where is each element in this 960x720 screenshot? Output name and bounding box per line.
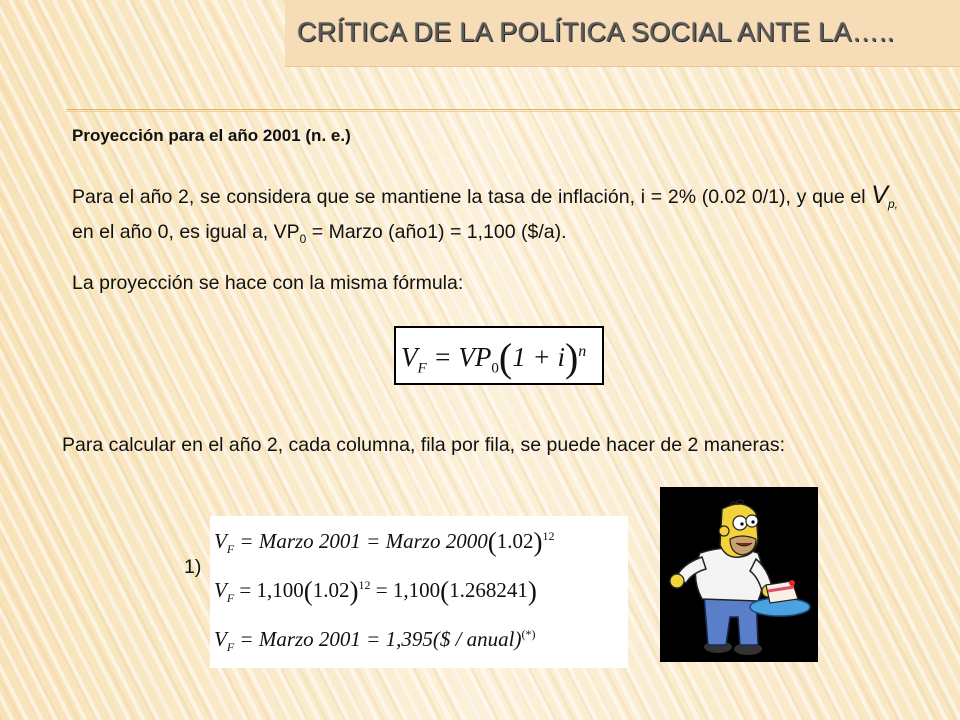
future-value-formula: $V_F = VP_0(1 + i)^n$ xyxy=(401,335,587,380)
formula-inner: 1 + i xyxy=(512,342,565,372)
eq3-text: = Marzo 2001 = 1,395($ / anual) xyxy=(234,627,522,652)
equation-1: $V_F$ = Marzo 2001 = Marzo $2000(1.02)^{12}$ xyxy=(214,527,555,557)
equation-2: $V_F = 1,100(1.02)^{12} = 1,100(1.268241)$ xyxy=(214,576,537,607)
equations-block xyxy=(210,516,628,668)
vp-symbol: V xyxy=(871,181,888,209)
para1-text-2: en el año 0, es igual a, VP xyxy=(72,220,300,243)
eq2-v: V xyxy=(214,578,227,603)
eq3-v: V xyxy=(214,627,227,652)
formula-eq: = VP xyxy=(426,342,492,372)
formula-exponent: n xyxy=(578,343,587,360)
page-title: CRÍTICA DE LA POLÍTICA SOCIAL ANTE LA….. xyxy=(297,17,895,47)
para1-text-3: = Marzo (año1) = 1,100 ($/a). xyxy=(306,220,567,243)
eq2-base: 1.02 xyxy=(312,578,350,603)
vp-subscript: p, xyxy=(887,196,898,211)
vp0-subscript: 0 xyxy=(299,231,307,246)
equation-3 xyxy=(214,616,624,665)
eq3-f: F xyxy=(226,640,235,655)
homer-cake-image xyxy=(660,487,818,662)
para1-text-1: Para el año 2, se considera que se mantiene la tasa de inflación, i = 2% (0.02 0/1), y que el xyxy=(72,186,872,208)
eq2-exp: 12 xyxy=(358,578,371,593)
methods-paragraph: Para calcular en el año 2, cada columna, fila por fila, se puede hacer de 2 maneras: xyxy=(62,434,786,456)
homer-simpson-icon xyxy=(660,487,818,662)
eq3-note: (*) xyxy=(521,627,536,642)
eq2-factor: 1.268241 xyxy=(449,578,528,603)
eq1-base: 1.02 xyxy=(496,529,534,553)
formula-zero: 0 xyxy=(491,360,499,377)
inflation-paragraph xyxy=(72,181,898,253)
eq2-text-2: = 1,100 xyxy=(370,578,441,603)
eq2-f: F xyxy=(226,591,235,606)
formula-v: V xyxy=(401,342,418,372)
eq1-exp: 12 xyxy=(542,529,555,543)
formula-box xyxy=(394,326,604,385)
eq1-f: F xyxy=(226,542,235,557)
eq1-v: V xyxy=(214,529,227,553)
section-subtitle: Proyección para el año 2001 (n. e.) xyxy=(72,126,351,145)
formula-f: F xyxy=(417,360,427,377)
eq2-text: = 1,100 xyxy=(234,578,304,603)
eq1-text: = Marzo 2001 = Marzo 2000 xyxy=(234,529,488,553)
title-divider xyxy=(66,109,960,110)
method-label: 1) xyxy=(184,556,202,578)
formula-intro: La proyección se hace con la misma fórmula: xyxy=(72,272,464,294)
title-divider-shadow xyxy=(66,111,960,112)
title-banner xyxy=(285,0,960,67)
